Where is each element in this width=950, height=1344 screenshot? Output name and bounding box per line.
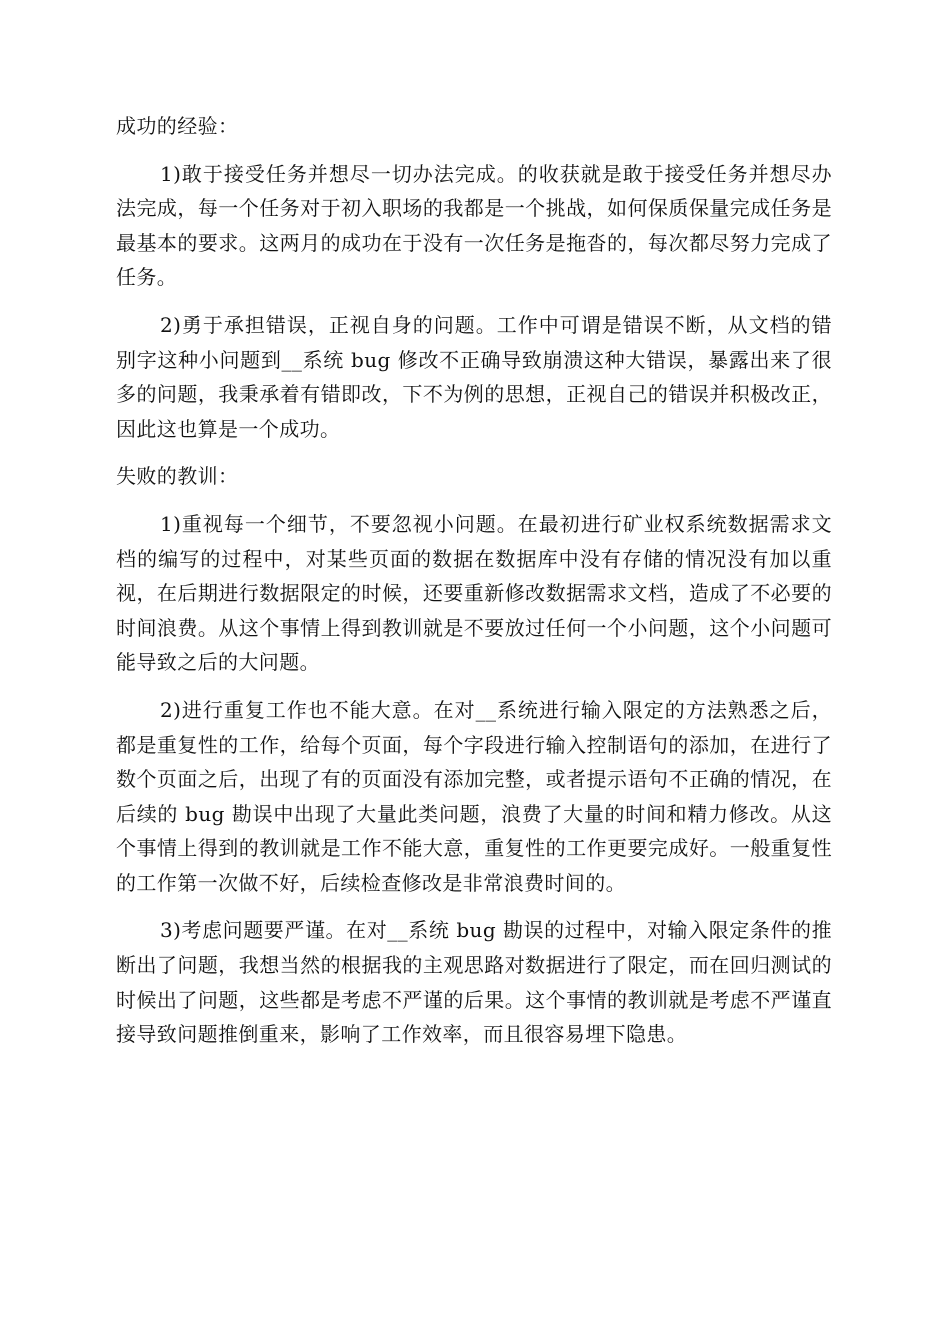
lesson-item-1: 1)重视每一个细节，不要忽视小问题。在最初进行矿业权系统数据需求文档的编写的过程中，对某些页面的数据在数据库中没有存储的情况没有加以重视，在后期进行数据限定的时候，还要重新修改数据需求文档，造成了不必要的时间浪费。从这个事情上得到教训就是不要放过任何一个小问题，这个小问题可能导致之后的大问题。 (116, 511, 832, 675)
success-item-2: 2)勇于承担错误，正视自身的问题。工作中可谓是错误不断，从文档的错别字这种小问题到__系统 bug 修改不正确导致崩溃这种大错误，暴露出来了很多的问题，我秉承着有错即改，下不为例的思想，正视自己的错误并积极改正，因此这也算是一个成功。 (116, 312, 832, 441)
success-item-1: 1)敢于接受任务并想尽一切办法完成。的收获就是敢于接受任务并想尽办法完成，每一个任务对于初入职场的我都是一个挑战，如何保质保量完成任务是最基本的要求。这两月的成功在于没有一次任务是拖沓的，每次都尽努力完成了任务。 (116, 161, 832, 290)
lesson-item-3: 3)考虑问题要严谨。在对__系统 bug 勘误的过程中，对输入限定条件的推断出了问题，我想当然的根据我的主观思路对数据进行了限定，而在回归测试的时候出了问题，这些都是考虑不严谨的后果。这个事情的教训就是考虑不严谨直接导致问题推倒重来，影响了工作效率，而且很容易埋下隐患。 (116, 918, 832, 1047)
section-heading-success: 成功的经验： (116, 114, 239, 138)
document-page (116, 109, 832, 1065)
lesson-item-2: 2)进行重复工作也不能大意。在对__系统进行输入限定的方法熟悉之后，都是重复性的工作，给每个页面，每个字段进行输入控制语句的添加，在进行了数个页面之后，出现了有的页面没有添加完整，或者提示语句不正确的情况，在后续的 bug 勘误中出现了大量此类问题，浪费了大量的时间和精力修改。从这个事情上得到的教训就是工作不能大意，重复性的工作更要完成好。一般重复性的工作第一次做不好，后续检查修改是非常浪费时间的。 (116, 697, 832, 895)
section-heading-lessons: 失败的教训： (116, 464, 239, 489)
